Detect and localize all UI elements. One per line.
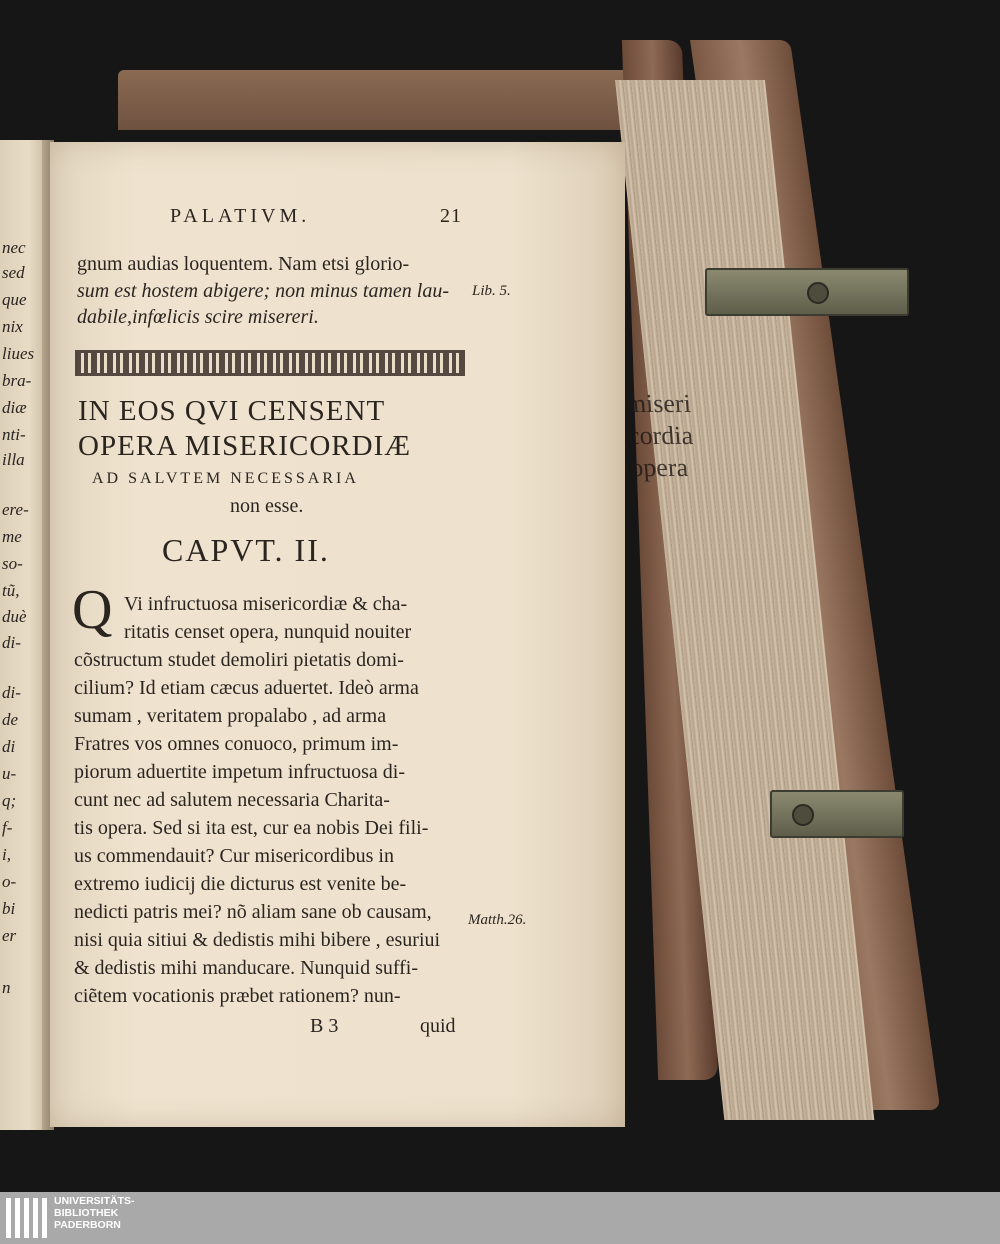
left-page-fragment: di- — [2, 683, 21, 702]
marginal-note: Lib. 5. — [472, 283, 511, 299]
lower-clasp — [770, 790, 904, 838]
text-line: Vi infructuosa misericordiæ & cha- — [124, 593, 408, 615]
clasp-rivet — [792, 804, 814, 826]
text-line: Fratres vos omnes conuoco, primum im- — [74, 733, 399, 755]
left-page-fragment: nix — [2, 317, 23, 336]
ornamental-band — [75, 350, 465, 376]
text-line: tis opera. Sed si ita est, cur ea nobis Dei fili- — [74, 817, 429, 839]
text-line: & dedistis mihi manducare. Nunquid suffi- — [74, 957, 419, 979]
left-page-fragment: bra- — [2, 371, 32, 390]
left-page — [0, 140, 48, 1130]
logo-text: UNIVERSITÄTS- — [54, 1195, 135, 1207]
left-page-fragment: illa — [2, 450, 25, 469]
section-title: OPERA MISERICORDIÆ — [78, 430, 412, 462]
left-page-fragment: q; — [2, 791, 17, 810]
left-page-fragment: u- — [2, 764, 17, 783]
text-line: nisi quia sitiui & dedistis mihi bibere , esuriui — [74, 929, 441, 951]
text-line: us commendauit? Cur misericordibus in — [74, 845, 394, 867]
text-line: ritatis censet opera, nunquid nouiter — [124, 621, 412, 643]
left-page-fragment: me — [2, 527, 22, 546]
text-line: ciẽtem vocationis præbet rationem? nun- — [74, 985, 401, 1007]
left-page-fragment: di- — [2, 633, 21, 652]
section-title: AD SALVTEM NECESSARIA — [92, 470, 359, 487]
left-page-fragment: tũ, — [2, 581, 20, 600]
left-page-fragment: que — [2, 290, 27, 309]
text-line: nedicti patris mei? nõ aliam sane ob causam, — [74, 901, 432, 923]
logo-text: BIBLIOTHEK — [54, 1207, 119, 1219]
left-page-fragment: o- — [2, 872, 17, 891]
left-page-fragment: ere- — [2, 500, 29, 519]
logo-text: PADERBORN — [54, 1219, 121, 1231]
text-line: sumam , veritatem propalabo , ad arma — [74, 705, 387, 727]
marginal-note: Matth.26. — [468, 912, 527, 928]
left-page-fragment: di — [2, 737, 16, 756]
left-page-fragment: liues — [2, 344, 35, 363]
fore-edge-line: opera — [629, 453, 689, 482]
left-page-fragment: de — [2, 710, 19, 729]
text-line: gnum audias loquentem. Nam etsi glorio- — [77, 253, 410, 275]
text-line: dabile,infœlicis scire misereri. — [77, 306, 319, 328]
page-number: 21 — [440, 205, 462, 227]
text-line: cunt nec ad salutem necessaria Charita- — [74, 789, 390, 811]
catchword: quid — [420, 1015, 456, 1037]
chapter-heading: CAPVT. II. — [162, 532, 330, 568]
left-page-fragment: f- — [2, 818, 13, 837]
fore-edge-line: miseri — [624, 389, 692, 418]
text-line: cõstructum studet demoliri pietatis domi- — [74, 649, 404, 671]
left-page-fragment: nec — [2, 238, 26, 257]
text-line: sum est hostem abigere; non minus tamen lau- — [77, 280, 449, 302]
signature-mark: B 3 — [310, 1015, 339, 1037]
left-page-fragment: i, — [2, 845, 11, 864]
running-head: PALATIVM. — [170, 205, 311, 227]
footer-bar — [0, 1192, 1000, 1244]
text-line: cilium? Id etiam cæcus aduertet. Ideò arma — [74, 677, 419, 699]
left-page-fragment: bi — [2, 899, 16, 918]
section-title: non esse. — [230, 495, 304, 517]
drop-cap: Q — [72, 579, 113, 641]
library-logo-icon — [6, 1198, 48, 1238]
book-cover-top — [118, 70, 678, 130]
left-page-fragment: duè — [2, 607, 27, 626]
clasp-rivet — [807, 282, 829, 304]
left-page-fragment: nti- — [2, 425, 26, 444]
text-line: piorum aduertite impetum infructuosa di- — [74, 761, 406, 783]
left-page-fragment: so- — [2, 554, 23, 573]
fore-edge-line: cordia — [626, 421, 694, 450]
left-page-fragment: er — [2, 926, 17, 945]
left-page-fragment: sed — [2, 263, 25, 282]
fore-edge-writing — [625, 388, 702, 484]
text-line: extremo iudicij die dicturus est venite be- — [74, 873, 407, 895]
section-title: IN EOS QVI CENSENT — [78, 395, 386, 427]
left-page-fragment: n — [2, 978, 11, 997]
upper-clasp — [705, 268, 909, 316]
left-page-fragment: diæ — [2, 398, 27, 417]
